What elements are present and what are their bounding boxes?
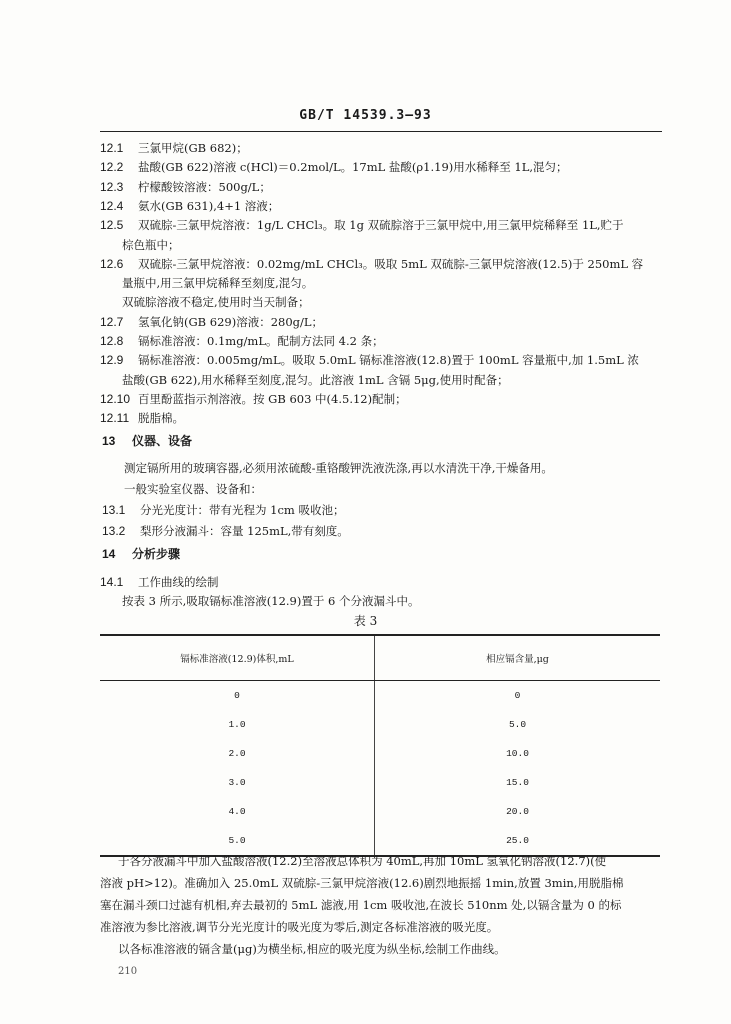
list-item [122, 237, 180, 253]
item-text: 双硫腙-三氯甲烷溶液：0.02mg/mL CHCl₃。吸取 5mL 双硫腙-三氯甲烷溶液(12.5)于 250mL 容 [138, 256, 644, 271]
item-text: 镉标准溶液：0.1mg/mL。配制方法同 4.2 条； [138, 334, 384, 348]
item-text: 盐酸(GB 622)溶液 c(HCl)＝0.2mol/L。17mL 盐酸(ρ1.19)用水稀释至 1L,混匀； [138, 160, 568, 175]
list-item [100, 256, 643, 272]
section-number: 14 [102, 547, 116, 561]
table-row [100, 797, 660, 826]
item-number: 12.8 [100, 334, 124, 348]
item-number: 12.3 [100, 179, 124, 194]
paragraph-line: 溶液 pH>12)。准确加入 25.0mL 双硫腙-三氯甲烷溶液(12.6)剧烈地振摇 1min,放置 3min,用脱脂棉 [100, 876, 624, 890]
cell-content: 10.0 [506, 748, 529, 759]
item-number: 12.5 [100, 218, 124, 233]
section-number: 13 [102, 434, 116, 448]
list-item [100, 159, 568, 175]
item-text: 分光光度计：带有光程为 1cm 吸收池； [140, 503, 345, 517]
table-row [100, 739, 660, 768]
cell-volume: 2.0 [100, 739, 375, 768]
section-14-heading [102, 546, 180, 562]
paragraph-line: 准溶液为参比溶液,调节分光光度计的吸光度为零后,测定各标准溶液的吸光度。 [100, 920, 499, 934]
item-number: 12.10 [100, 391, 131, 406]
item-text: 工作曲线的绘制 [138, 575, 219, 589]
list-item [100, 217, 624, 233]
paragraph-line: 于各分液漏斗中加入盐酸溶液(12.2)至溶液总体积为 40mL,再加 10mL 氢氧化钠溶液(12.7)(使 [118, 854, 607, 868]
table-3 [100, 634, 660, 857]
list-item [100, 333, 384, 349]
list-item [100, 352, 639, 368]
list-item [102, 502, 344, 518]
item-number: 13.1 [102, 503, 126, 517]
item-number: 12.9 [100, 353, 124, 368]
item-text: 棕色瓶中； [122, 237, 180, 252]
column-header-volume: 镉标准溶液(12.9)体积,mL [100, 635, 375, 681]
table-row [100, 681, 660, 711]
list-item [102, 523, 349, 539]
table-caption: 表 3 [353, 614, 378, 628]
cell-content: 25.0 [375, 826, 661, 856]
list-item [100, 198, 279, 214]
cell-volume: 5.0 [100, 826, 375, 856]
cell-volume: 3.0 [100, 768, 375, 797]
cell-volume: 1.0 [100, 710, 375, 739]
cell-content: 20.0 [506, 806, 529, 817]
cell-content: 5.0 [508, 719, 527, 730]
item-text: 一般实验室仪器、设备和： [124, 482, 262, 496]
list-item [100, 391, 407, 407]
table-row [100, 710, 660, 739]
item-number: 12.4 [100, 198, 124, 213]
paragraph-line: 塞在漏斗颈口过滤有机相,弃去最初的 5mL 滤液,用 1cm 吸收池,在波长 510nm 处,以镉含量为 0 的标 [100, 898, 622, 912]
cell-content: 0 [514, 690, 521, 701]
list-item [100, 314, 323, 330]
section-13-heading [102, 433, 192, 449]
table-row [100, 768, 660, 797]
section-title: 分析步骤 [132, 547, 181, 561]
item-text: 双硫腙-三氯甲烷溶液：1g/L CHCl₃。取 1g 双硫腙溶于三氯甲烷中,用三氯甲烷稀释至 1L,贮于 [138, 218, 624, 233]
item-text: 按表 3 所示,吸取镉标准溶液(12.9)置于 6 个分液漏斗中。 [122, 594, 420, 608]
cell-volume: 4.0 [100, 797, 375, 826]
page-number: 210 [118, 966, 138, 977]
list-item [122, 275, 313, 291]
list-item [100, 140, 248, 156]
header-rule [100, 131, 662, 132]
item-text: 氢氧化钠(GB 629)溶液：280g/L； [138, 314, 324, 329]
list-item [122, 294, 310, 310]
list-item [122, 593, 420, 609]
item-text: 量瓶中,用三氯甲烷稀释至刻度,混匀。 [122, 276, 314, 291]
item-number: 12.6 [100, 256, 124, 271]
list-item [100, 410, 184, 426]
section-title: 仪器、设备 [132, 434, 193, 448]
list-item [100, 179, 271, 195]
item-text: 测定镉所用的玻璃容器,必须用浓硫酸-重铬酸钾洗液洗涤,再以水清洗干净,干燥备用。 [124, 461, 553, 475]
item-text: 镉标准溶液：0.005mg/mL。吸取 5.0mL 镉标准溶液(12.8)置于 100mL 容量瓶中,加 1.5mL 浓 [138, 353, 639, 368]
item-number: 12.2 [100, 160, 124, 175]
item-text: 脱脂棉。 [138, 411, 184, 426]
item-text: 氨水(GB 631),4+1 溶液； [138, 198, 280, 213]
column-header-content: 相应镉含量,μg [375, 635, 661, 681]
item-text: 百里酚蓝指示剂溶液。按 GB 603 中(4.5.12)配制； [138, 391, 407, 406]
list-item [124, 481, 262, 497]
item-number: 14.1 [100, 575, 124, 589]
table-header-row [100, 635, 660, 681]
item-number: 12.11 [100, 411, 130, 426]
item-number: 12.7 [100, 314, 124, 329]
item-number: 13.2 [102, 524, 126, 538]
item-text: 三氯甲烷(GB 682)； [138, 141, 248, 155]
list-item [124, 460, 553, 476]
list-item [122, 372, 509, 388]
item-text: 盐酸(GB 622),用水稀释至刻度,混匀。此溶液 1mL 含镉 5μg,使用时配备； [122, 372, 509, 387]
page-header: GB/T 14539.3—93 [299, 108, 432, 123]
item-text: 双硫腙溶液不稳定,使用时当天制备； [122, 295, 310, 310]
cell-volume: 0 [100, 681, 375, 711]
item-number: 12.1 [100, 141, 124, 155]
paragraph-line: 以各标准溶液的镉含量(μg)为横坐标,相应的吸光度为纵坐标,绘制工作曲线。 [118, 942, 506, 956]
cell-content: 15.0 [506, 777, 529, 788]
list-item [100, 574, 219, 590]
item-text: 柠檬酸铵溶液：500g/L； [138, 179, 271, 194]
item-text: 梨形分液漏斗：容量 125mL,带有刻度。 [140, 524, 349, 538]
